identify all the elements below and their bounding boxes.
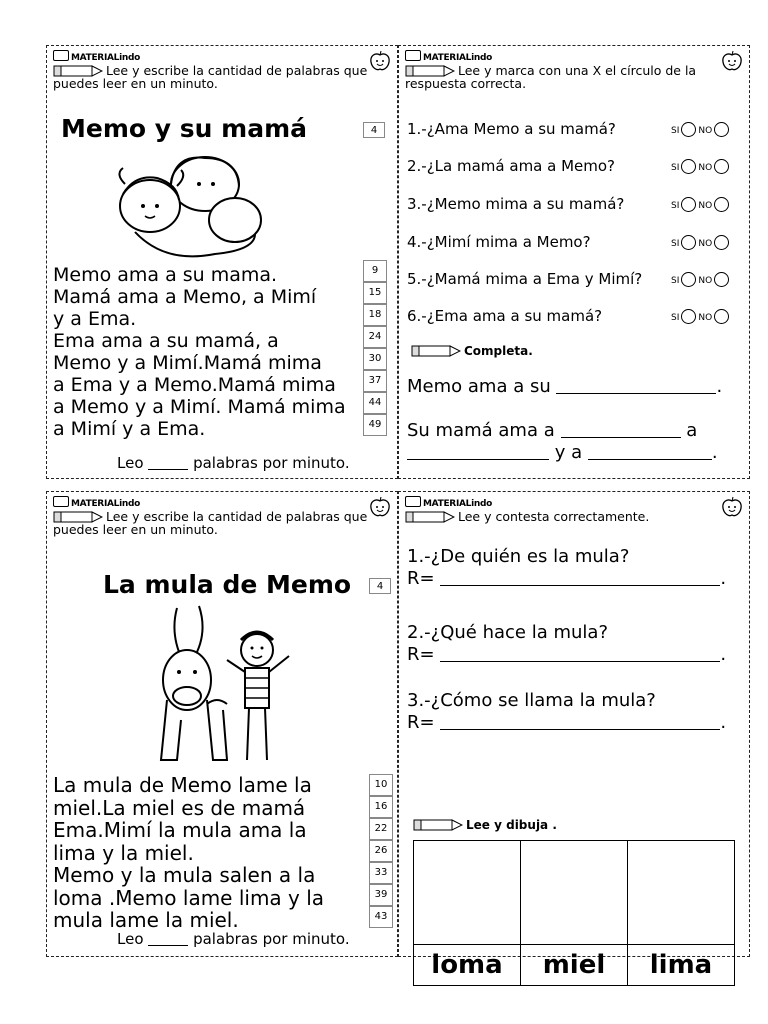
drawing-grid (413, 840, 735, 986)
mule-and-child-illustration (147, 600, 297, 770)
question-3: 3.-¿Cómo se llama la mula? (407, 690, 656, 711)
panel-reading-memo (46, 45, 398, 479)
instruction: Lee y escribe la cantidad de palabras que puedes leer en un minuto. (53, 63, 368, 91)
no-circle[interactable] (714, 122, 729, 137)
answer-blank[interactable] (407, 459, 549, 460)
drawing-cell[interactable] (521, 841, 628, 985)
reading-text: Memo ama a su mama. Mamá ama a Memo, a Mimí y a Ema. Ema ama a su mamá, a Memo y a Mimí.Mamá mima a Ema y a Memo.Mamá mima a Memo y a Mimí. Mamá mima a Mimí y a Ema. (53, 264, 346, 440)
yes-circle[interactable] (681, 122, 696, 137)
pencil-icon (413, 819, 463, 831)
yes-circle[interactable] (681, 235, 696, 250)
story-title: La mula de Memo (103, 570, 352, 599)
question-4: 4.-¿Mimí mima a Memo? (407, 233, 591, 251)
title-word-count: 4 (369, 578, 391, 594)
apple-icon (721, 50, 743, 72)
question-3: 3.-¿Memo mima a su mamá? (407, 195, 625, 213)
no-circle[interactable] (714, 159, 729, 174)
brand-logo: MATERIALindo (405, 496, 492, 509)
answer-blank[interactable] (440, 729, 720, 730)
yes-no-1: SI NO (671, 122, 731, 137)
answer-2: R= . (407, 644, 727, 665)
instruction: Lee y contesta correctamente. (405, 510, 715, 523)
instruction: Lee y marca con una X el círculo de la respuesta correcta. (405, 63, 697, 91)
answer-1: R= . (407, 568, 727, 589)
question-1: 1.-¿Ama Memo a su mamá? (407, 120, 616, 138)
word-counts: 10 16 22 26 33 39 43 (369, 774, 393, 928)
panel-questions-memo (398, 45, 750, 479)
no-circle[interactable] (714, 272, 729, 287)
answer-blank[interactable] (588, 459, 712, 460)
question-5: 5.-¿Mamá mima a Ema y Mimí? (407, 270, 643, 288)
answer-3: R= . (407, 712, 727, 733)
word-counts: 9 15 18 24 30 37 44 49 (363, 260, 387, 436)
drawing-cell[interactable] (414, 841, 521, 985)
draw-word: lima (628, 944, 734, 985)
pencil-icon (405, 511, 455, 523)
panel-questions-mula (398, 491, 750, 980)
drawing-cell[interactable] (628, 841, 734, 985)
instruction: Lee y escribe la cantidad de palabras que puedes leer en un minuto. (53, 509, 368, 537)
yes-no-5: SI NO (671, 272, 731, 287)
words-per-minute-footer: Leo palabras por minuto. (117, 454, 350, 472)
panel-reading-mula (46, 491, 398, 957)
yes-circle[interactable] (681, 309, 696, 324)
brand-logo: MATERIALindo (405, 50, 492, 63)
brand-logo: MATERIALindo (53, 50, 140, 63)
complete-line-2: Su mamá ama a a (407, 420, 698, 441)
yes-circle[interactable] (681, 272, 696, 287)
answer-blank[interactable] (556, 393, 716, 394)
no-circle[interactable] (714, 309, 729, 324)
complete-heading: Completa. (411, 344, 533, 358)
no-circle[interactable] (714, 235, 729, 250)
answer-blank[interactable] (440, 661, 720, 662)
yes-circle[interactable] (681, 159, 696, 174)
apple-icon (721, 496, 743, 518)
reading-text: La mula de Memo lame la miel.La miel es de mamá Ema.Mimí la mula ama la lima y la miel. Memo y la mula salen a la loma .Memo lame lima y la mula lame la miel. (53, 773, 325, 932)
mother-child-illustration (105, 154, 275, 264)
title-word-count: 4 (363, 122, 385, 138)
question-2: 2.-¿Qué hace la mula? (407, 622, 609, 643)
draw-heading: Lee y dibuja . (413, 818, 557, 832)
draw-word: loma (414, 944, 520, 985)
answer-blank[interactable] (440, 585, 720, 586)
story-title: Memo y su mamá (61, 114, 307, 143)
question-1: 1.-¿De quién es la mula? (407, 546, 630, 567)
complete-line-1: Memo ama a su . (407, 376, 723, 397)
answer-blank[interactable] (561, 437, 681, 438)
complete-line-3: y a . (407, 442, 718, 463)
yes-no-6: SI NO (671, 309, 731, 324)
yes-no-3: SI NO (671, 197, 731, 212)
worksheet (46, 45, 750, 980)
brand-logo: MATERIALindo (53, 496, 140, 509)
draw-word: miel (521, 944, 627, 985)
wpm-blank[interactable] (148, 945, 188, 946)
yes-circle[interactable] (681, 197, 696, 212)
question-2: 2.-¿La mamá ama a Memo? (407, 157, 616, 175)
pencil-icon (411, 345, 461, 357)
wpm-blank[interactable] (148, 469, 188, 470)
words-per-minute-footer: Leo palabras por minuto. (117, 930, 350, 948)
yes-no-2: SI NO (671, 159, 731, 174)
no-circle[interactable] (714, 197, 729, 212)
question-6: 6.-¿Ema ama a su mamá? (407, 307, 603, 325)
yes-no-4: SI NO (671, 235, 731, 250)
